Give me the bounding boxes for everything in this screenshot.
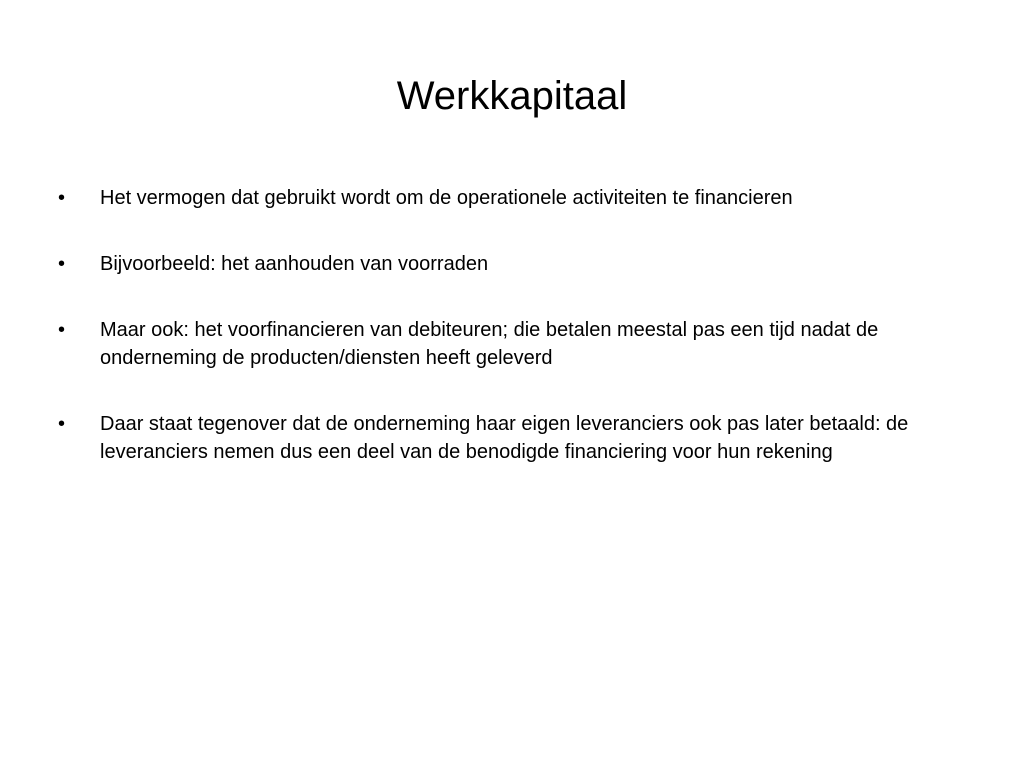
bullet-marker: • (58, 253, 66, 275)
bullet-item (58, 316, 978, 372)
bullet-text: Bijvoorbeeld: het aanhouden van voorraden (100, 253, 489, 275)
bullet-item (58, 184, 978, 212)
bullet-list (58, 184, 978, 504)
slide-title: Werkkapitaal (396, 74, 628, 118)
bullet-item (58, 410, 978, 466)
bullet-text: Het vermogen dat gebruikt wordt om de operationele activiteiten te financieren (100, 187, 793, 209)
bullet-marker: • (58, 319, 66, 341)
bullet-item (58, 250, 978, 278)
bullet-text: Maar ook: het voorfinancieren van debiteuren; die betalen meestal pas een tijd nadat de onderneming de producten/diensten heeft geleverd (100, 319, 879, 369)
bullet-marker: • (58, 187, 66, 209)
bullet-marker: • (58, 413, 66, 435)
bullet-text: Daar staat tegenover dat de onderneming haar eigen leveranciers ook pas later betaald: de leveranciers nemen dus een deel van de benodigde financiering voor hun rekening (100, 413, 909, 463)
